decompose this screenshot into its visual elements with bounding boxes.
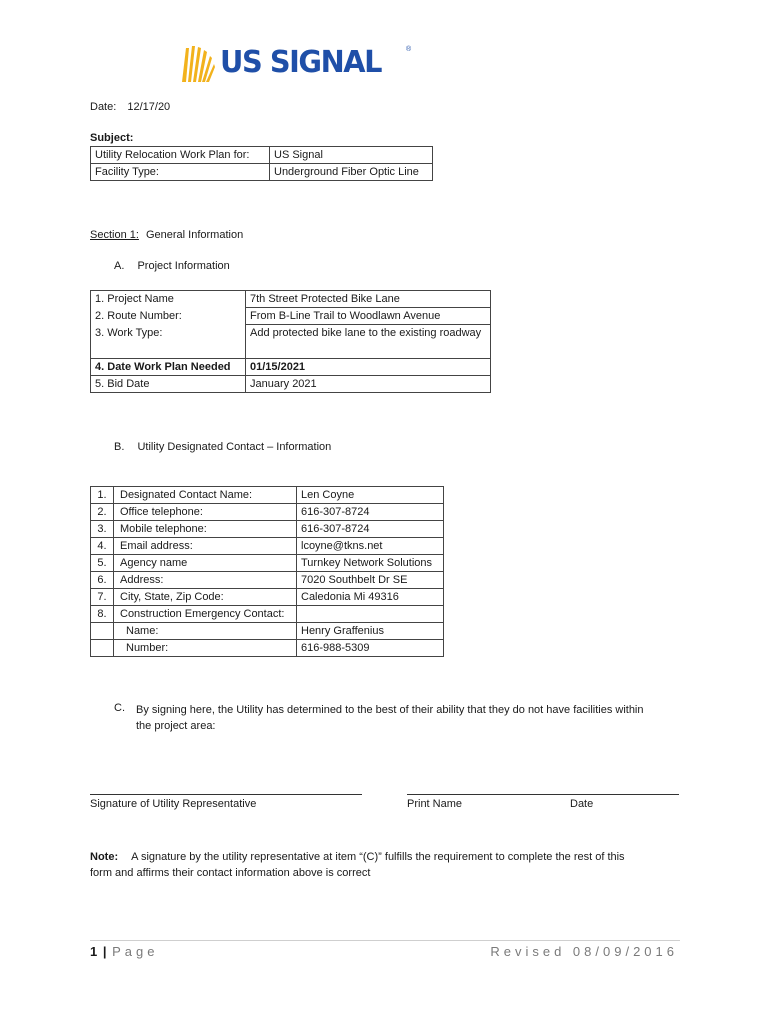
row-label: Email address: — [114, 538, 297, 555]
subject-cell-value: US Signal — [270, 147, 433, 164]
part-c-text — [136, 702, 696, 734]
part-title: Utility Designated Contact – Information — [137, 441, 332, 453]
note-block — [90, 849, 690, 881]
row-num: 5. — [91, 555, 114, 572]
row-num: 7. — [91, 589, 114, 606]
table-row — [91, 359, 491, 376]
section-title: General Information — [145, 229, 244, 241]
row-value: 616-307-8724 — [297, 504, 444, 521]
table-row — [91, 147, 433, 164]
row-label: Work Type: — [107, 326, 163, 339]
subject-label: Subject: — [90, 132, 134, 144]
row-num — [91, 640, 114, 657]
table-row — [91, 487, 444, 504]
section-label: Section 1: — [90, 229, 139, 241]
print-name-label: Print Name — [407, 798, 463, 810]
table-row — [91, 164, 433, 181]
part-a-heading — [114, 260, 230, 272]
row-num: 5. — [95, 378, 105, 390]
row-label: Mobile telephone: — [114, 521, 297, 538]
row-value: Turnkey Network Solutions — [297, 555, 444, 572]
table-row — [91, 308, 491, 325]
table-row — [91, 606, 444, 623]
page-separator: | — [102, 944, 107, 959]
date-value: 12/17/20 — [127, 101, 171, 113]
row-num — [91, 623, 114, 640]
row-label: Construction Emergency Contact: — [114, 606, 297, 623]
table-row — [91, 623, 444, 640]
row-num: 4. — [91, 538, 114, 555]
section-1-heading — [90, 229, 243, 241]
subject-table — [90, 146, 433, 181]
table-row — [91, 589, 444, 606]
table-row — [91, 555, 444, 572]
row-value — [297, 606, 444, 623]
revised-date: Revised 08/09/2016 — [490, 944, 678, 959]
row-num: 1. — [95, 293, 105, 305]
table-row — [91, 572, 444, 589]
page-word: Page — [112, 944, 159, 959]
part-c-letter: C. — [114, 702, 125, 714]
row-label: Date Work Plan Needed — [107, 361, 231, 373]
table-row — [91, 376, 491, 393]
part-letter: B. — [114, 441, 125, 453]
row-value: lcoyne@tkns.net — [297, 538, 444, 555]
row-label: Number: — [114, 640, 297, 657]
note-line-1: A signature by the utility representative at item “(C)” fulfills the requirement to complete the rest of this — [131, 851, 625, 863]
note-line-2: form and affirms their contact information above is correct — [90, 867, 371, 879]
note-label: Note: — [90, 851, 119, 863]
row-num: 2. — [95, 309, 105, 322]
registered-mark: ® — [406, 46, 412, 53]
row-value: 7020 Southbelt Dr SE — [297, 572, 444, 589]
row-label: Name: — [114, 623, 297, 640]
footer-page — [90, 944, 159, 959]
part-title: Project Information — [137, 260, 230, 272]
contact-info-table — [90, 486, 444, 657]
part-b-heading — [114, 441, 331, 453]
page-number: 1 — [90, 944, 98, 959]
row-value: January 2021 — [250, 378, 317, 390]
row-num: 1. — [91, 487, 114, 504]
row-num: 4. — [95, 361, 105, 373]
row-num: 2. — [91, 504, 114, 521]
signal-burst-icon — [180, 44, 218, 82]
table-row — [91, 640, 444, 657]
signature-line[interactable] — [90, 794, 362, 795]
row-label: Project Name — [107, 293, 174, 305]
table-row — [91, 521, 444, 538]
part-c-text-line-1: By signing here, the Utility has determined to the best of their ability that they do not have facilities within — [136, 704, 644, 716]
row-label: Designated Contact Name: — [114, 487, 297, 504]
signature-rep-label: Signature of Utility Representative — [90, 798, 257, 810]
row-value: 616-988-5309 — [297, 640, 444, 657]
print-name-date-line[interactable] — [407, 794, 679, 795]
logo-wordmark: US SIGNAL — [220, 45, 382, 80]
table-row — [91, 325, 491, 359]
subject-cell-label: Utility Relocation Work Plan for: — [91, 147, 270, 164]
us-signal-logo — [180, 44, 412, 84]
row-label: Address: — [114, 572, 297, 589]
row-label: City, State, Zip Code: — [114, 589, 297, 606]
subject-cell-value: Underground Fiber Optic Line — [270, 164, 433, 181]
row-num: 6. — [91, 572, 114, 589]
footer-rule — [90, 940, 680, 941]
row-label: Route Number: — [107, 309, 182, 322]
row-label: Agency name — [114, 555, 297, 572]
date-label: Date: — [90, 101, 117, 113]
date-line — [90, 101, 170, 113]
row-label: Bid Date — [107, 378, 150, 390]
project-info-table — [90, 290, 491, 393]
table-row — [91, 538, 444, 555]
row-value: Caledonia Mi 49316 — [297, 589, 444, 606]
row-value: From B-Line Trail to Woodlawn Avenue — [246, 308, 491, 325]
row-value: 01/15/2021 — [246, 359, 491, 376]
date-field-label: Date — [570, 798, 594, 810]
part-c-text-line-2: the project area: — [136, 720, 216, 732]
table-row — [91, 504, 444, 521]
row-value: 616-307-8724 — [297, 521, 444, 538]
subject-cell-label: Facility Type: — [91, 164, 270, 181]
table-row — [91, 291, 491, 308]
row-value: Add protected bike lane to the existing roadway — [246, 325, 491, 359]
part-letter: A. — [114, 260, 125, 272]
row-num: 3. — [95, 326, 105, 339]
row-num: 3. — [91, 521, 114, 538]
row-value: Len Coyne — [297, 487, 444, 504]
row-value: 7th Street Protected Bike Lane — [246, 291, 491, 308]
row-label: Office telephone: — [114, 504, 297, 521]
row-value: Henry Graffenius — [297, 623, 444, 640]
row-num: 8. — [91, 606, 114, 623]
